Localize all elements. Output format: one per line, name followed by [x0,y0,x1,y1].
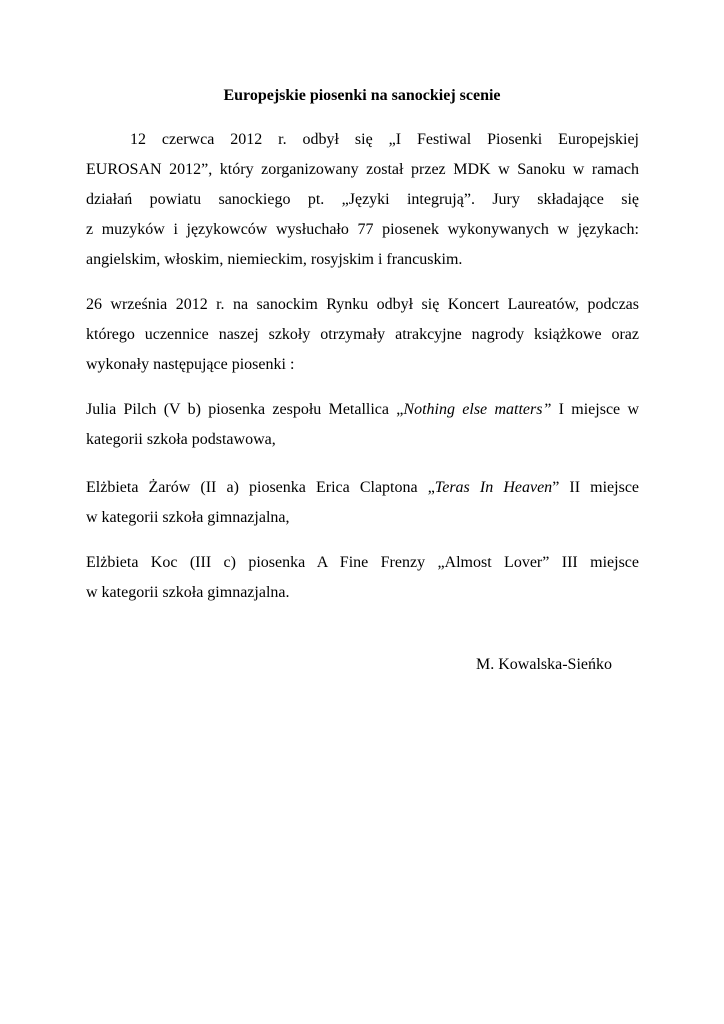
winner-text: I miejsce w [551,401,639,418]
paragraph-line: którego uczennice naszej szkoły otrzymały atrakcyjne nagrody książkowe oraz [86,326,639,343]
author-signature: M. Kowalska-Sieńko [476,656,612,673]
song-title: Nothing else matters” [403,401,552,418]
winner-entry-2 [86,473,639,533]
winner-line: w kategorii szkoła gimnazjalna. [86,584,290,601]
paragraph-line: angielskim, włoskim, niemieckim, rosyjskim i francuskim. [86,251,463,268]
document-title: Europejskie piosenki na sanockiej scenie [223,87,501,104]
paragraph-line: 12 czerwca 2012 r. odbył się „I Festiwal Piosenki Europejskiej [130,131,639,148]
paragraph-concert [86,290,639,380]
paragraph-line: z muzyków i językowców wysłuchało 77 piosenek wykonywanych w językach: [86,221,639,238]
winner-line: w kategorii szkoła gimnazjalna, [86,509,290,526]
winner-entry-1 [86,395,639,455]
paragraph-line: EUROSAN 2012”, który zorganizowany został przez MDK w Sanoku w ramach [86,161,639,178]
winner-line [86,395,639,425]
winner-line: Elżbieta Koc (III c) piosenka A Fine Frenzy „Almost Lover” III miejsce [86,554,639,571]
winner-line: kategorii szkoła podstawowa, [86,431,276,448]
winner-entry-3 [86,548,639,608]
paragraph-line: działań powiatu sanockiego pt. „Języki integrują”. Jury składające się [86,191,639,208]
winner-text: ” II miejsce [552,479,640,496]
winner-text: Elżbieta Żarów (II a) piosenka Erica Claptona „ [86,479,435,496]
paragraph-line: 26 września 2012 r. na sanockim Rynku odbył się Koncert Laureatów, podczas [86,296,639,313]
winner-text: Julia Pilch (V b) piosenka zespołu Metallica „ [86,401,404,418]
winner-line [86,473,639,503]
paragraph-line: wykonały następujące piosenki : [86,356,295,373]
paragraph-festival [86,125,639,275]
song-title: Teras In Heaven [434,479,553,496]
